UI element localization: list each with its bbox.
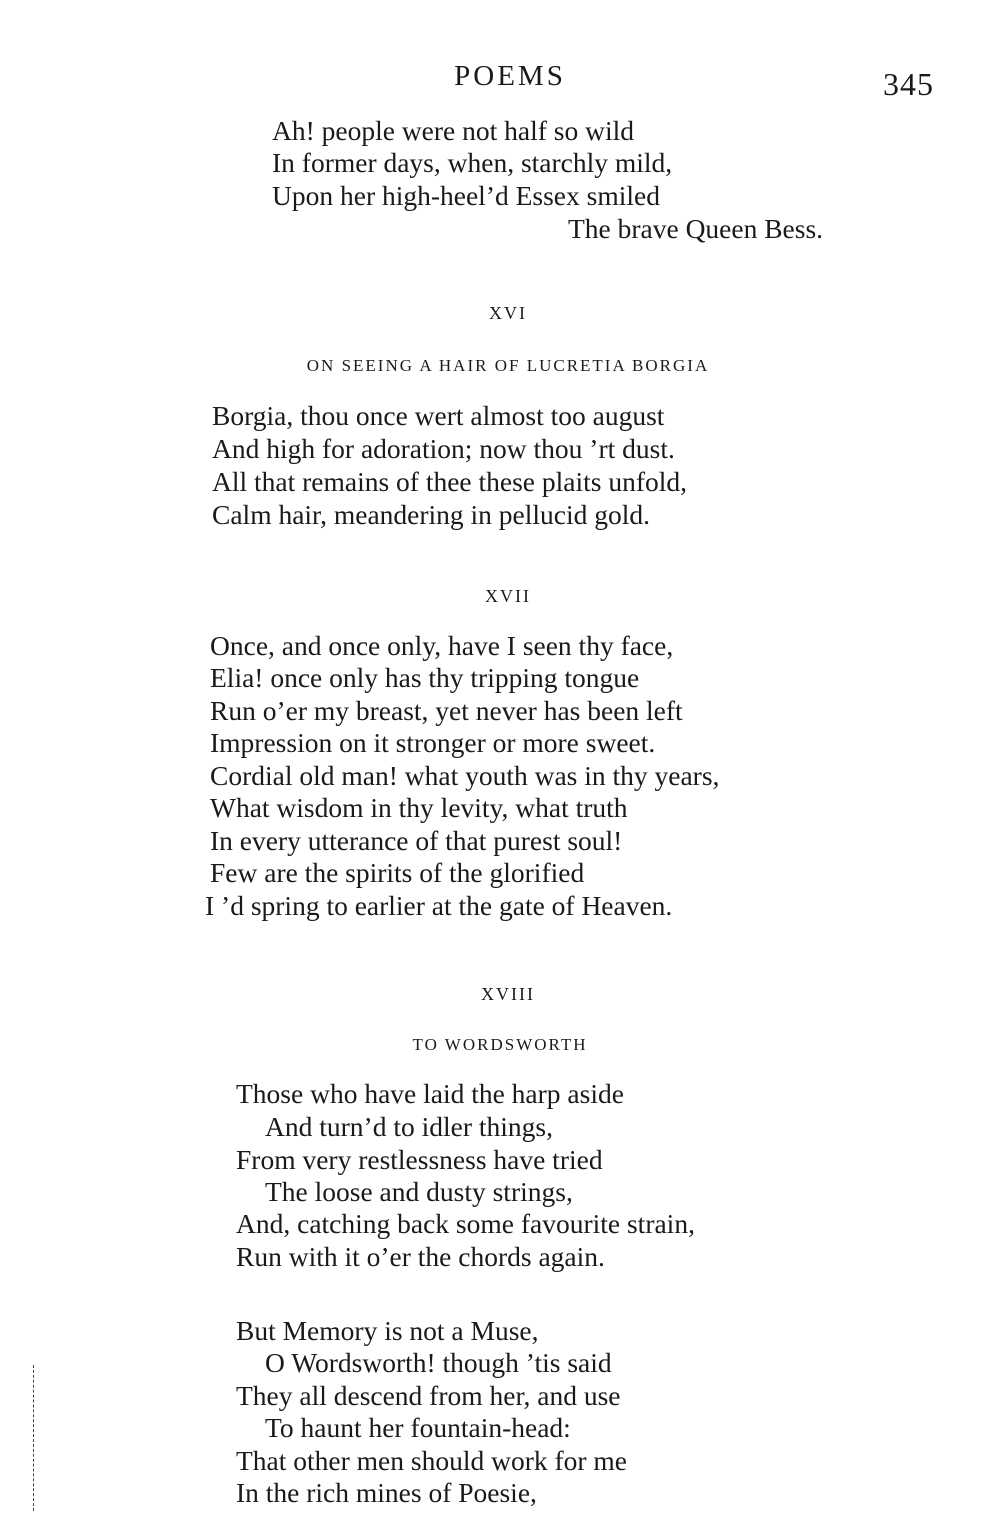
verse-line: They all descend from her, and use [236,1380,621,1411]
verse-line: To haunt her fountain-head: [265,1412,571,1443]
verse-line: From very restlessness have tried [236,1144,603,1175]
verse-line: Elia! once only has thy tripping tongue [210,662,640,693]
verse-line: All that remains of thee these plaits unfold, [212,466,688,497]
section-number: XVI [489,303,527,323]
poem-title: TO WORDSWORTH [412,1035,588,1054]
section-number: XVII [485,586,531,606]
verse-line: In every utterance of that purest soul! [210,825,623,856]
verse-line: The brave Queen Bess. [568,213,824,244]
page-number: 345 [883,66,934,102]
verse-line: The loose and dusty strings, [265,1176,573,1207]
verse-line: Run with it o’er the chords again. [236,1241,605,1272]
verse-line: I ’d spring to earlier at the gate of Heaven. [205,890,673,921]
verse-line: What wisdom in thy levity, what truth [210,792,628,823]
verse-line: Impression on it stronger or more sweet. [210,727,656,758]
verse-line: Those who have laid the harp aside [236,1078,624,1109]
verse-line: And, catching back some favourite strain, [236,1208,695,1239]
running-title: POEMS [454,60,566,92]
verse-line: Ah! people were not half so wild [272,115,634,146]
verse-line: Few are the spirits of the glorified [210,857,585,888]
verse-line: And high for adoration; now thou ’rt dust. [212,433,675,464]
verse-line: Once, and once only, have I seen thy face, [210,630,674,661]
verse-line: In the rich mines of Poesie, [236,1477,537,1508]
verse-line: Run o’er my breast, yet never has been left [210,695,683,726]
verse-line: O Wordsworth! though ’tis said [265,1347,612,1378]
verse-line: Calm hair, meandering in pellucid gold. [212,499,651,530]
poem-title: ON SEEING A HAIR OF LUCRETIA BORGIA [306,356,710,375]
scan-margin-mark [33,1365,34,1511]
verse-line: Upon her high-heel’d Essex smiled [272,180,660,211]
section-number: XVIII [481,984,535,1004]
verse-line: In former days, when, starchly mild, [272,147,673,178]
verse-line: That other men should work for me [236,1445,628,1476]
verse-line: And turn’d to idler things, [265,1111,553,1142]
verse-line: Cordial old man! what youth was in thy years, [210,760,720,791]
verse-line: But Memory is not a Muse, [236,1315,539,1346]
verse-line: Borgia, thou once wert almost too august [212,400,665,431]
